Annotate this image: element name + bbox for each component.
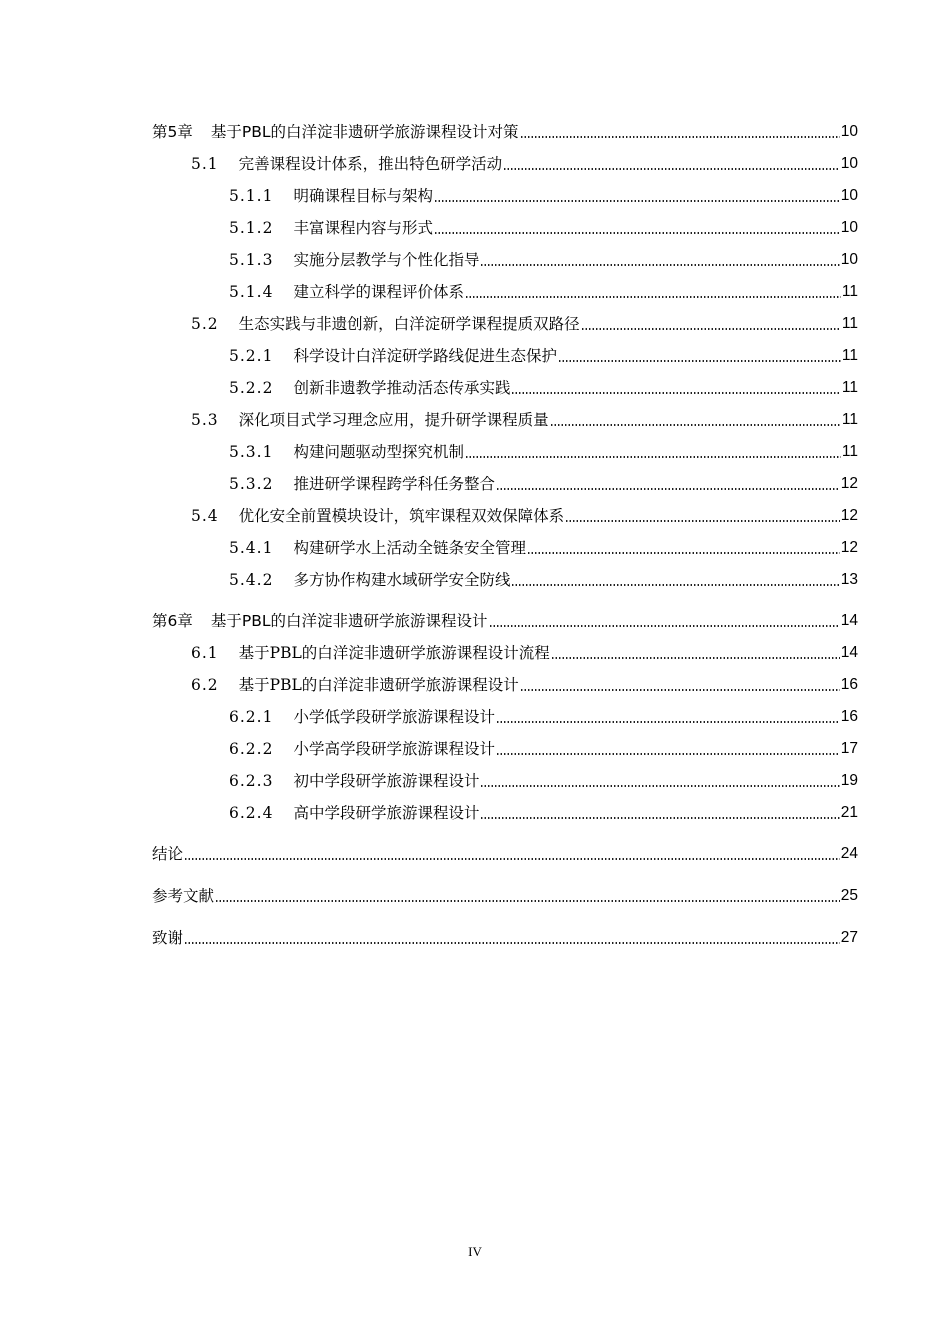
- toc-entry-subsection-5-1-4[interactable]: [152, 278, 858, 302]
- toc-entry-title: 参考文献: [152, 887, 215, 905]
- toc-entry-title: 高中学段研学旅游课程设计: [293, 804, 480, 822]
- toc-entry-page: 11: [841, 443, 858, 460]
- toc-entry-section-6-1[interactable]: [152, 639, 858, 663]
- toc-entry-number: 5.1: [191, 155, 219, 173]
- toc-entry-title: 小学低学段研学旅游课程设计: [293, 708, 495, 726]
- toc-entry-subsection-6-2-1[interactable]: [152, 703, 858, 727]
- dot-leader: [489, 625, 840, 627]
- toc-entry-title: 多方协作构建水域研学安全防线: [293, 571, 511, 589]
- toc-entry-page: 12: [840, 475, 858, 492]
- toc-entry-conclusion[interactable]: [152, 840, 858, 864]
- dot-leader: [527, 552, 840, 554]
- toc-entry-title: 致谢: [152, 929, 184, 947]
- toc-entry-page: 17: [840, 740, 858, 757]
- toc-entry-page: 16: [840, 708, 858, 725]
- toc-entry-section-5-4[interactable]: [152, 502, 858, 526]
- toc-entry-subsection-5-3-2[interactable]: [152, 470, 858, 494]
- dot-leader: [434, 232, 840, 234]
- toc-entry-title: 科学设计白洋淀研学路线促进生态保护: [293, 347, 557, 365]
- toc-entry-page: 13: [840, 571, 858, 588]
- toc-entry-number: 5.4.2: [229, 571, 274, 589]
- toc-entry-subsection-6-2-4[interactable]: [152, 799, 858, 823]
- toc-entry-number: 6.1: [191, 644, 219, 662]
- toc-entry-number: 6.2.1: [229, 708, 274, 726]
- toc-entry-number: 5.4: [191, 507, 219, 525]
- dot-leader: [551, 657, 840, 659]
- toc-entry-title: 深化项目式学习理念应用，提升研学课程质量: [238, 411, 549, 429]
- toc-entry-title: 小学高学段研学旅游课程设计: [293, 740, 495, 758]
- toc-entry-subsection-6-2-2[interactable]: [152, 735, 858, 759]
- toc-entry-title: 构建问题驱动型探究机制: [293, 443, 464, 461]
- toc-entry-page: 11: [841, 315, 858, 332]
- dot-leader: [550, 424, 841, 426]
- dot-leader: [511, 584, 839, 586]
- toc-entry-number: 6.2: [191, 676, 219, 694]
- toc-entry-page: 16: [840, 676, 858, 693]
- toc-entry-number: 5.2.2: [229, 379, 274, 397]
- dot-leader: [511, 392, 840, 394]
- toc-entry-subsection-5-2-2[interactable]: [152, 374, 858, 398]
- toc-entry-number: 5.4.1: [229, 539, 274, 557]
- dot-leader: [496, 488, 840, 490]
- toc-entry-title: 建立科学的课程评价体系: [293, 283, 464, 301]
- toc-entry-title: 实施分层教学与个性化指导: [293, 251, 480, 269]
- dot-leader: [520, 136, 840, 138]
- toc-entry-chapter-5[interactable]: [152, 118, 858, 142]
- toc-entry-page: 21: [840, 804, 858, 821]
- toc-entry-page: 10: [840, 251, 858, 268]
- toc-entry-number: 5.1.3: [229, 251, 274, 269]
- toc-entry-title: 基于PBL的白洋淀非遗研学旅游课程设计: [238, 676, 519, 694]
- dot-leader: [465, 456, 841, 458]
- toc-entry-page: 12: [840, 507, 858, 524]
- toc-entry-subsection-5-4-2[interactable]: [152, 566, 858, 590]
- toc-entry-acknowledgements[interactable]: [152, 924, 858, 948]
- toc-entry-number: 5.3: [191, 411, 219, 429]
- toc-entry-page: 14: [840, 644, 858, 661]
- toc-entry-number: 5.2.1: [229, 347, 274, 365]
- toc-entry-number: 5.3.1: [229, 443, 274, 461]
- toc-entry-number: 6.2.3: [229, 772, 274, 790]
- toc-entry-references[interactable]: [152, 882, 858, 906]
- toc-entry-title: 结论: [152, 845, 184, 863]
- toc-entry-title: 推进研学课程跨学科任务整合: [293, 475, 495, 493]
- toc-entry-number: 5.2: [191, 315, 219, 333]
- toc-entry-section-6-2[interactable]: [152, 671, 858, 695]
- dot-leader: [480, 817, 839, 819]
- toc-entry-page: 10: [840, 219, 858, 236]
- dot-leader: [520, 689, 840, 691]
- dot-leader: [215, 900, 840, 902]
- toc-entry-title: 基于PBL的白洋淀非遗研学旅游课程设计对策: [210, 123, 519, 141]
- toc-entry-subsection-5-2-1[interactable]: [152, 342, 858, 366]
- dot-leader: [581, 328, 841, 330]
- toc-entry-title: 创新非遗教学推动活态传承实践: [293, 379, 511, 397]
- toc-entry-page: 11: [841, 411, 858, 428]
- dot-leader: [434, 200, 840, 202]
- toc-entry-number: 第5章: [152, 123, 193, 141]
- dot-leader: [558, 360, 841, 362]
- toc-entry-page: 19: [840, 772, 858, 789]
- toc-entry-title: 构建研学水上活动全链条安全管理: [293, 539, 526, 557]
- toc-entry-title: 完善课程设计体系，推出特色研学活动: [238, 155, 503, 173]
- toc-entry-section-5-3[interactable]: [152, 406, 858, 430]
- toc-entry-subsection-5-1-3[interactable]: [152, 246, 858, 270]
- dot-leader: [565, 520, 840, 522]
- toc-entry-page: 14: [840, 612, 858, 629]
- toc-entry-title: 优化安全前置模块设计，筑牢课程双效保障体系: [238, 507, 565, 525]
- dot-leader: [480, 264, 839, 266]
- toc-entry-number: 第6章: [152, 612, 193, 630]
- toc-entry-subsection-5-1-1[interactable]: [152, 182, 858, 206]
- toc-entry-section-5-1[interactable]: [152, 150, 858, 174]
- toc-entry-page: 11: [841, 283, 858, 300]
- toc-entry-chapter-6[interactable]: [152, 607, 858, 631]
- dot-leader: [480, 785, 839, 787]
- toc-entry-number: 5.1.4: [229, 283, 274, 301]
- toc-entry-title: 基于PBL的白洋淀非遗研学旅游课程设计: [210, 612, 488, 630]
- toc-entry-page: 11: [841, 379, 858, 396]
- toc-entry-section-5-2[interactable]: [152, 310, 858, 334]
- toc-entry-subsection-5-3-1[interactable]: [152, 438, 858, 462]
- page-number: IV: [468, 1244, 482, 1259]
- toc-entry-page: 11: [841, 347, 858, 364]
- dot-leader: [496, 721, 840, 723]
- toc-entry-page: 27: [840, 929, 858, 946]
- toc-entry-page: 10: [840, 123, 858, 140]
- toc-entry-subsection-5-1-2[interactable]: [152, 214, 858, 238]
- toc-entry-title: 明确课程目标与架构: [293, 187, 433, 205]
- toc-entry-title: 初中学段研学旅游课程设计: [293, 772, 480, 790]
- dot-leader: [184, 858, 840, 860]
- toc-entry-number: 6.2.2: [229, 740, 274, 758]
- toc-entry-page: 10: [840, 155, 858, 172]
- dot-leader: [496, 753, 840, 755]
- toc-entry-number: 5.1.1: [229, 187, 274, 205]
- toc-entry-number: 5.3.2: [229, 475, 274, 493]
- toc-entry-title: 生态实践与非遗创新，白洋淀研学课程提质双路径: [238, 315, 580, 333]
- toc-entry-page: 25: [840, 887, 858, 904]
- toc-entry-title: 基于PBL的白洋淀非遗研学旅游课程设计流程: [238, 644, 550, 662]
- toc-entry-subsection-6-2-3[interactable]: [152, 767, 858, 791]
- toc-entry-subsection-5-4-1[interactable]: [152, 534, 858, 558]
- toc-entry-page: 10: [840, 187, 858, 204]
- toc-entry-page: 12: [840, 539, 858, 556]
- dot-leader: [184, 942, 840, 944]
- dot-leader: [465, 296, 841, 298]
- toc-entry-page: 24: [840, 845, 858, 862]
- dot-leader: [503, 168, 840, 170]
- toc-entry-title: 丰富课程内容与形式: [293, 219, 433, 237]
- toc-entry-number: 6.2.4: [229, 804, 274, 822]
- toc-entry-number: 5.1.2: [229, 219, 274, 237]
